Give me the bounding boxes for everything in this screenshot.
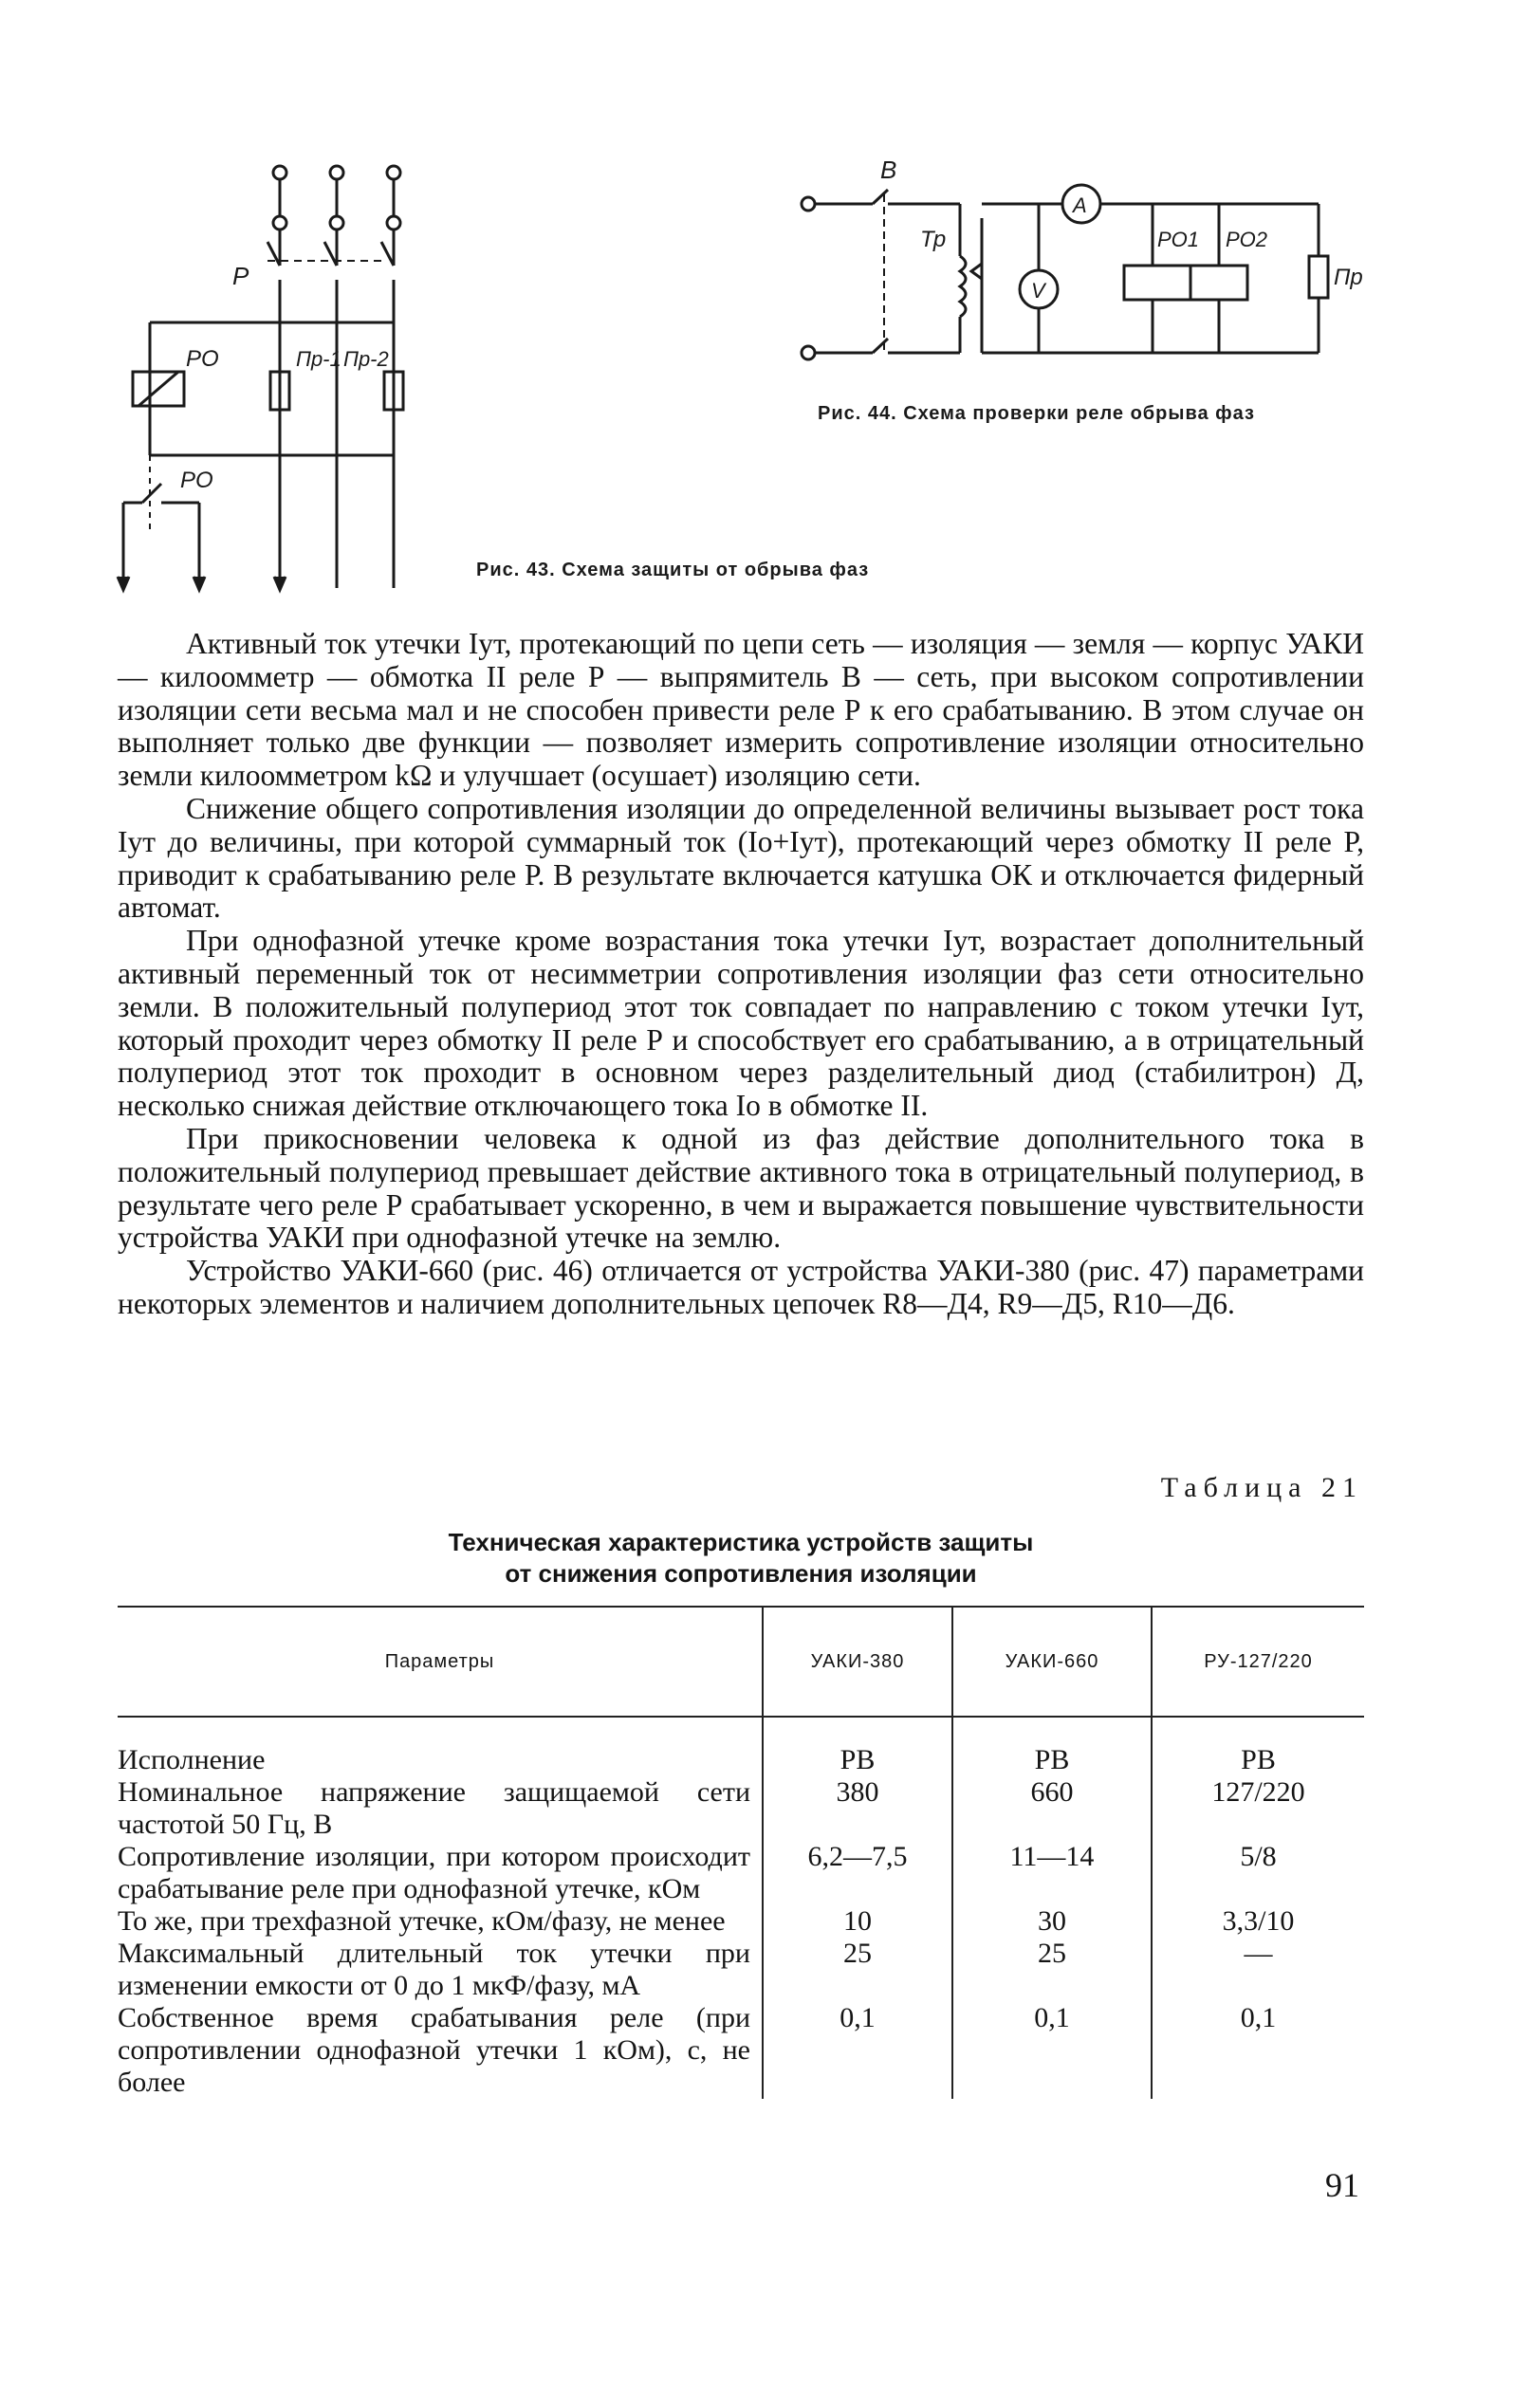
fig44-label-pr: Пр bbox=[1334, 265, 1363, 290]
figure-44-caption: Рис. 44. Схема проверки реле обрыва фаз bbox=[818, 403, 1255, 424]
fig44-label-ro1: РО1 bbox=[1157, 228, 1200, 251]
value-cell: 6,2—7,5 bbox=[763, 1841, 952, 1905]
figure-43-diagram bbox=[104, 152, 446, 597]
table-row bbox=[118, 1776, 1364, 1841]
value-cell: 25 bbox=[763, 1938, 952, 2002]
value-cell: 380 bbox=[763, 1776, 952, 1841]
value-cell: 0,1 bbox=[763, 2002, 952, 2099]
header-params: Параметры bbox=[118, 1607, 763, 1717]
header-uaki-380: УАКИ-380 bbox=[763, 1607, 952, 1717]
value-cell: 660 bbox=[952, 1776, 1152, 1841]
value-cell: 25 bbox=[952, 1938, 1152, 2002]
fig44-label-tp: Тр bbox=[920, 227, 947, 252]
header-ru-127-220: РУ-127/220 bbox=[1152, 1607, 1364, 1717]
fig43-label-pr2: Пр-2 bbox=[343, 347, 389, 371]
value-cell: РВ bbox=[1152, 1717, 1364, 1776]
value-cell: 5/8 bbox=[1152, 1841, 1364, 1905]
param-cell: Сопротивление изоляции, при котором происходит срабатывание реле при однофазной утечке, кОм bbox=[118, 1841, 750, 1904]
paragraph-2: Снижение общего сопротивления изоляции до определенной величины вызывает рост тока Iут до величины, при которой суммарный ток (Iо+Iут), протекающий через обмотку II реле Р, приводит к срабатыванию реле Р. В результате включается катушка ОК и отключается фидерный автомат. bbox=[118, 791, 1364, 925]
page-number: 91 bbox=[1325, 2166, 1359, 2204]
paragraph-5: Устройство УАКИ-660 (рис. 46) отличается от устройства УАКИ-380 (рис. 47) параметрами некоторых элементов и наличием дополнительных цепочек R8—Д4, R9—Д5, R10—Д6. bbox=[118, 1254, 1364, 1320]
table-row bbox=[118, 1841, 1364, 1905]
figure-44-diagram bbox=[797, 152, 1385, 379]
table-row bbox=[118, 1717, 1364, 1776]
body-text bbox=[118, 628, 1364, 1321]
fig44-label-voltmeter: V bbox=[1031, 279, 1045, 303]
param-cell: Максимальный длительный ток утечки при изменении емкости от 0 до 1 мкФ/фазу, мА bbox=[118, 1938, 750, 2001]
value-cell: 11—14 bbox=[952, 1841, 1152, 1905]
fig43-label-pr1: Пр-1 bbox=[296, 347, 341, 371]
fig43-label-ro-contact: РО bbox=[180, 468, 213, 493]
table-row bbox=[118, 1938, 1364, 2002]
value-cell: РВ bbox=[952, 1717, 1152, 1776]
fig43-label-p: Р bbox=[232, 262, 249, 290]
param-cell: Исполнение bbox=[118, 1744, 266, 1775]
fig43-label-ro: РО bbox=[186, 346, 219, 372]
param-cell: То же, при трехфазной утечке, кОм/фазу, не менее bbox=[118, 1905, 726, 1937]
table-title bbox=[118, 1527, 1364, 1590]
value-cell: 0,1 bbox=[1152, 2002, 1364, 2099]
param-cell: Собственное время срабатывания реле (при сопротивлении однофазной утечки 1 кОм), с, не более bbox=[118, 2002, 750, 2098]
table-header-row bbox=[118, 1607, 1364, 1717]
figure-43-caption: Рис. 43. Схема защиты от обрыва фаз bbox=[476, 560, 870, 580]
table-title-line-2: от снижения сопротивления изоляции bbox=[505, 1559, 977, 1588]
value-cell: 127/220 bbox=[1152, 1776, 1364, 1841]
value-cell: 30 bbox=[952, 1905, 1152, 1938]
value-cell: РВ bbox=[763, 1717, 952, 1776]
value-cell: — bbox=[1152, 1938, 1364, 2002]
paragraph-4: При прикосновении человека к одной из фаз действие дополнительного тока в положительный полупериод превышает действие активного тока в отрицательный полупериод, в результате чего реле Р срабатывает ускоренно, в чем и выражается повышение чувствительности устройства УАКИ при однофазной утечке на землю. bbox=[118, 1121, 1364, 1255]
fig44-label-ammeter: А bbox=[1073, 193, 1087, 217]
table-label: Таблица 21 bbox=[1160, 1472, 1363, 1503]
fig44-label-v: В bbox=[880, 156, 897, 184]
paragraph-3: При однофазной утечке кроме возрастания тока утечки Iут, возрастает дополнительный активный переменный ток от несимметрии сопротивления изоляции фаз сети относительно земли. В положительный полупериод этот ток совпадает по направлению с током утечки Iут, который проходит через обмотку II реле Р и способствует его срабатыванию, а в отрицательный полупериод этот ток проходит в основном через разделительный диод (стабилитрон) Д, несколько снижая действие отключающего тока Iо в обмотке II. bbox=[118, 924, 1364, 1123]
value-cell: 0,1 bbox=[952, 2002, 1152, 2099]
param-cell: Номинальное напряжение защищаемой сети частотой 50 Гц, В bbox=[118, 1776, 750, 1840]
spec-table bbox=[118, 1606, 1364, 2099]
value-cell: 3,3/10 bbox=[1152, 1905, 1364, 1938]
value-cell: 10 bbox=[763, 1905, 952, 1938]
table-row bbox=[118, 2002, 1364, 2099]
table-row bbox=[118, 1905, 1364, 1938]
fig44-label-ro2: РО2 bbox=[1226, 228, 1268, 251]
header-uaki-660: УАКИ-660 bbox=[952, 1607, 1152, 1717]
paragraph-1: Активный ток утечки Iут, протекающий по цепи сеть — изоляция — земля — корпус УАКИ — килоомметр — обмотка II реле Р — выпрямитель В — сеть, при высоком сопротивлении изоляции сети весьма мал и не способен привести реле Р к его срабатыванию. В этом случае он выполняет только две функции — позволяет измерить сопротивление изоляции относительно земли килоомметром kΩ и улучшает (осушает) изоляцию сети. bbox=[118, 627, 1364, 793]
table-title-line-1: Техническая характеристика устройств защиты bbox=[448, 1528, 1034, 1556]
